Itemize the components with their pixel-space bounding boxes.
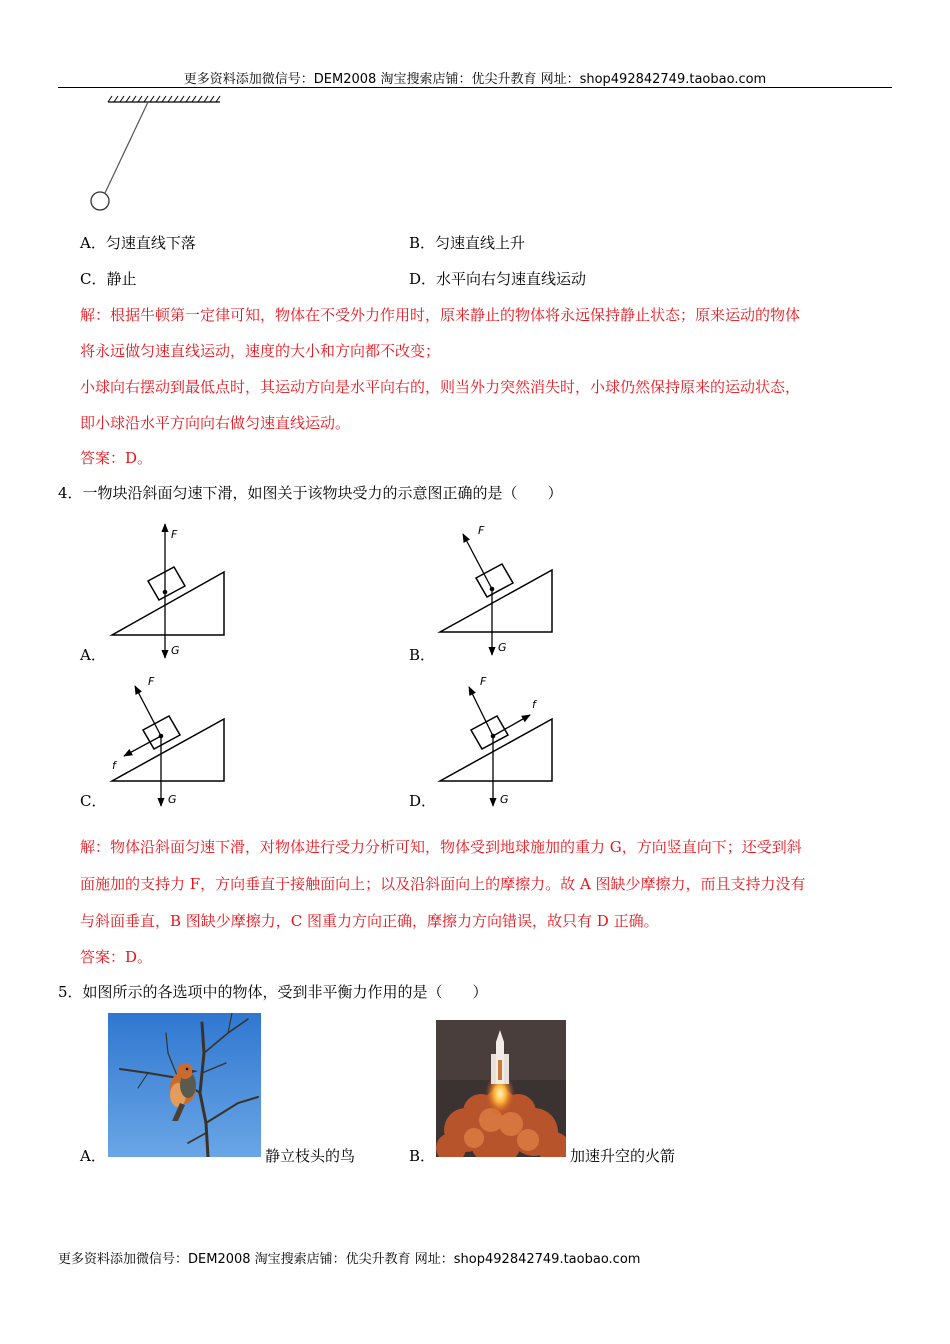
- q3-solution-line: 即小球沿水平方向向右做匀速直线运动。: [80, 414, 351, 432]
- force-label-f: F: [148, 675, 155, 688]
- page-footer: 更多资料添加微信号：DEM2008 淘宝搜索店铺：优尖升教育 网址：shop492842749.taobao.com: [58, 1252, 641, 1267]
- incline-figure-c: [108, 670, 233, 812]
- q3-option-d: D．水平向右匀速直线运动: [409, 270, 587, 288]
- q5-option-a-caption: 静立枝头的鸟: [265, 1147, 356, 1165]
- header-divider: [58, 87, 892, 88]
- q3-solution-line: 解：根据牛顿第一定律可知，物体在不受外力作用时，原来静止的物体将永远保持静止状态；原来运动的物体: [80, 306, 801, 324]
- page-header: 更多资料添加微信号：DEM2008 淘宝搜索店铺：优尖升教育 网址：shop492842749.taobao.com: [183, 72, 767, 87]
- q4-solution-line: 与斜面垂直，B 图缺少摩擦力，C 图重力方向正确，摩擦力方向错误，故只有 D 正确。: [80, 912, 659, 930]
- q5-stem: 5．如图所示的各选项中的物体，受到非平衡力作用的是（ ）: [58, 983, 488, 1001]
- q3-answer: 答案：D。: [80, 449, 153, 467]
- q5-option-a-label: A．: [80, 1147, 106, 1165]
- q4-solution-line: 解：物体沿斜面匀速下滑，对物体进行受力分析可知，物体受到地球施加的重力 G，方向竖直向下；还受到斜: [80, 838, 802, 856]
- pendulum-figure: [90, 92, 230, 217]
- q3-option-a: A．匀速直线下落: [80, 234, 196, 252]
- force-label-g: G: [500, 793, 509, 806]
- incline-figure-a: [108, 520, 233, 662]
- bird-on-branch-photo: [108, 1013, 261, 1157]
- q4-solution-line: 面施加的支持力 F，方向垂直于接触面向上；以及沿斜面向上的摩擦力。故 A 图缺少摩擦力，而且支持力没有: [80, 875, 806, 893]
- force-label-g: G: [168, 793, 177, 806]
- q4-stem: 4．一物块沿斜面匀速下滑，如图关于该物块受力的示意图正确的是（ ）: [58, 484, 563, 502]
- force-label-friction: f: [112, 759, 116, 772]
- force-label-f: F: [171, 528, 178, 541]
- q4-answer: 答案：D。: [80, 948, 153, 966]
- q3-option-b: B．匀速直线上升: [409, 234, 526, 252]
- q3-solution-line: 小球向右摆动到最低点时，其运动方向是水平向右的，则当外力突然消失时，小球仍然保持原来的运动状态，: [80, 378, 801, 396]
- rocket-launch-photo: [436, 1020, 566, 1157]
- q5-option-b-label: B．: [409, 1147, 436, 1165]
- q3-option-c: C．静止: [80, 270, 137, 288]
- force-label-g: G: [498, 641, 507, 654]
- q4-label-d: D．: [409, 792, 437, 810]
- q5-option-b-caption: 加速升空的火箭: [570, 1147, 676, 1165]
- force-label-f: F: [478, 524, 485, 537]
- incline-figure-d: [436, 670, 561, 812]
- q4-label-c: C．: [80, 792, 107, 810]
- q4-label-b: B．: [409, 646, 436, 664]
- force-label-friction: f: [532, 698, 536, 711]
- force-label-g: G: [171, 644, 180, 657]
- q4-label-a: A．: [80, 646, 106, 664]
- incline-figure-b: [436, 518, 561, 660]
- force-label-f: F: [480, 675, 487, 688]
- q3-solution-line: 将永远做匀速直线运动，速度的大小和方向都不改变；: [80, 342, 441, 360]
